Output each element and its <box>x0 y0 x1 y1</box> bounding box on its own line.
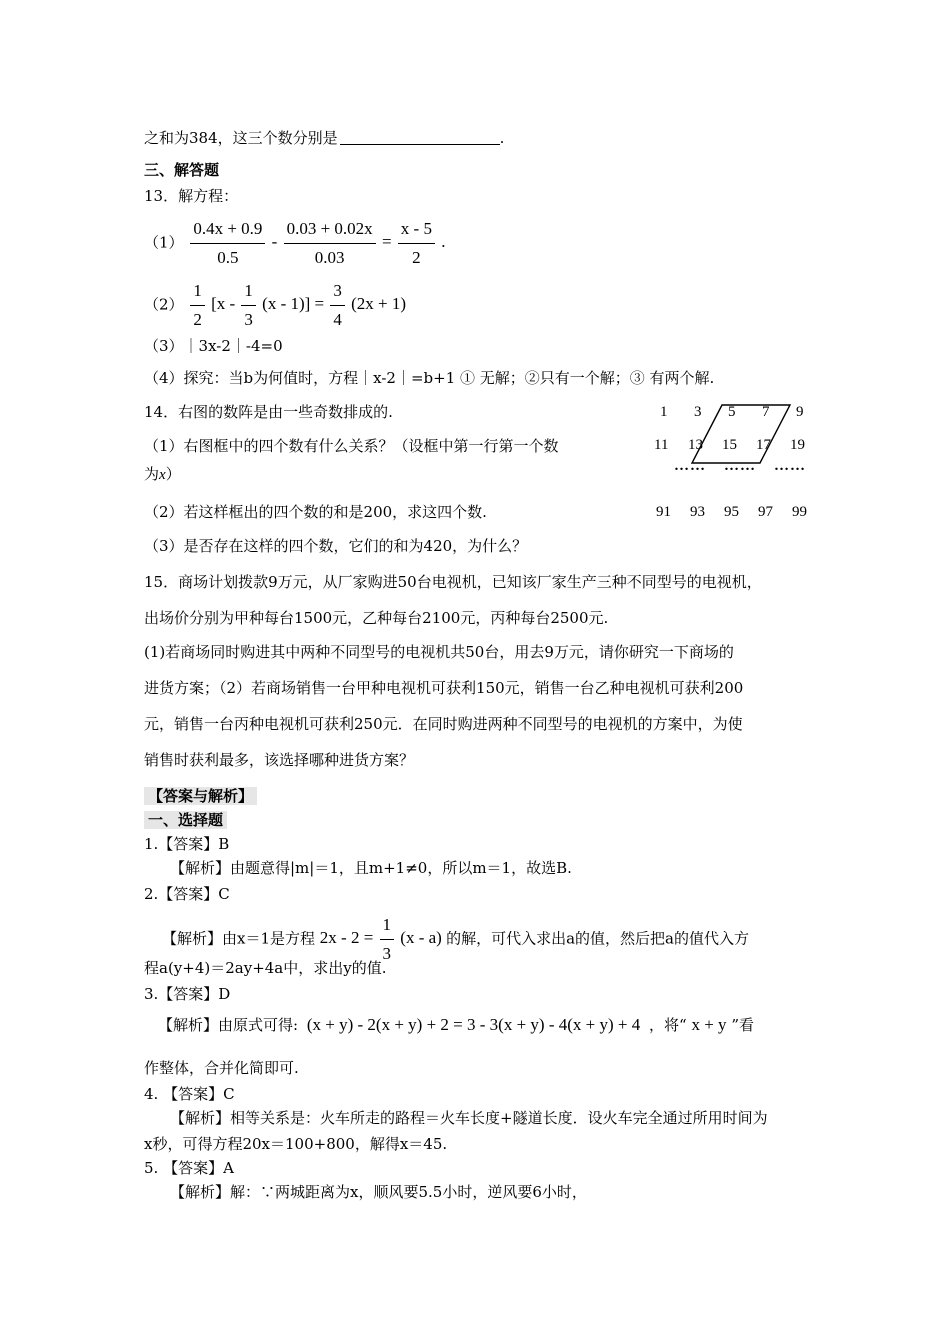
q15-line5: 元，销售一台丙种电视机可获利250元．在同时购进两种不同型号的电视机的方案中，为使 <box>144 715 743 733</box>
section-1-heading <box>144 810 227 830</box>
denominator: 0.03 <box>314 248 345 267</box>
fraction <box>190 218 265 269</box>
ellipsis: …… <box>724 458 756 474</box>
array-cell: 93 <box>690 504 705 520</box>
q15-line1: 15．商场计划拨款9万元，从厂家购进50台电视机，已知该厂家生产三种不同型号的电视机， <box>144 573 762 591</box>
denominator: 3 <box>244 310 253 329</box>
q14-1-text: 为 <box>144 465 160 483</box>
numerator: x - 5 <box>398 218 435 244</box>
fraction <box>330 280 345 331</box>
expression: (x + y) - 2(x + y) + 2 = 3 - 3(x + y) - 4(x + y) + 4 <box>306 1015 641 1034</box>
q14-1-line2 <box>144 464 181 485</box>
answer-3: 3.【答案】D <box>144 985 231 1003</box>
number-array <box>650 400 820 530</box>
array-cell: 97 <box>758 504 773 520</box>
q12-text: 之和为384，这三个数分别是 <box>144 129 338 147</box>
answer-2-explanation-cont: 程a(y+4)＝2ay+4a中，求出y的值. <box>144 959 387 977</box>
expression: (2x + 1) <box>351 294 407 314</box>
fraction <box>241 280 256 331</box>
denominator: 3 <box>382 944 392 963</box>
numerator: 1 <box>380 914 395 940</box>
q14-1-line1: （1）右图框中的四个数有什么关系？（设框中第一行第一个数 <box>144 437 559 455</box>
ellipsis: …… <box>774 458 806 474</box>
denominator: 0.5 <box>217 248 239 267</box>
expression: [x - <box>211 294 236 314</box>
answer-blank <box>340 130 500 145</box>
array-cell: 7 <box>762 404 770 420</box>
q14-3: （3）是否存在这样的四个数，它们的和为420，为什么？ <box>144 537 528 555</box>
array-cell: 1 <box>660 404 668 420</box>
array-cell: 5 <box>728 404 736 420</box>
array-cell: 15 <box>722 437 737 453</box>
q15-line3: (1)若商场同时购进其中两种不同型号的电视机共50台，用去9万元，请你研究一下商场的 <box>144 643 734 661</box>
answer-3-text: 【解析】由原式可得: <box>158 1016 299 1034</box>
answers-heading-text: 【答案与解析】 <box>144 787 257 805</box>
answer-2: 2.【答案】C <box>144 885 230 903</box>
array-cell: 9 <box>796 404 804 420</box>
expression: x + y <box>691 1015 727 1034</box>
section-3-heading: 三、解答题 <box>144 161 220 179</box>
answer-4: 4. 【答案】C <box>144 1085 235 1103</box>
array-cell: 91 <box>656 504 671 520</box>
fraction <box>284 218 376 269</box>
answer-5: 5. 【答案】A <box>144 1159 234 1177</box>
ellipsis: …… <box>674 458 706 474</box>
answer-5-explanation: 【解析】解：∵两城距离为x，顺风要5.5小时，逆风要6小时， <box>170 1183 587 1201</box>
fraction <box>190 280 205 331</box>
q13-1-label: （1） <box>144 233 184 252</box>
q14-title: 14．右图的数阵是由一些奇数排成的. <box>144 403 393 421</box>
denominator: 4 <box>333 310 342 329</box>
array-cell: 13 <box>688 437 703 453</box>
array-cell: 99 <box>792 504 807 520</box>
q14-1-close: ） <box>165 465 181 483</box>
numerator: 0.03 + 0.02x <box>284 218 376 244</box>
numerator: 3 <box>330 280 345 306</box>
q14-2: （2）若这样框出的四个数的和是200，求这四个数. <box>144 503 487 521</box>
q13-2-label: （2） <box>144 295 184 314</box>
q12-tail <box>144 128 504 148</box>
answer-2-text: 【解析】由x＝1是方程 <box>162 929 316 948</box>
numerator: 1 <box>190 280 205 306</box>
q12-end: . <box>499 129 505 147</box>
numerator: 1 <box>241 280 256 306</box>
answer-3-text: ”看 <box>731 1016 755 1034</box>
answer-3-explanation <box>158 1014 754 1036</box>
q15-line2: 出场价分别为甲种每台1500元，乙种每台2100元，丙种每台2500元. <box>144 609 609 627</box>
q15-line4: 进货方案；（2）若商场销售一台甲种电视机可获利150元，销售一台乙种电视机可获利200 <box>144 679 744 697</box>
answer-2-text: 的解，可代入求出a的值，然后把a的值代入方 <box>446 929 749 948</box>
variable-x: x <box>159 467 166 483</box>
q13-title: 13．解方程： <box>144 187 239 205</box>
answer-3-text: ，将“ <box>649 1016 687 1034</box>
answer-4-explanation-cont: x秒，可得方程20x＝100+800，解得x＝45. <box>144 1135 448 1153</box>
expression: 2x - 2 = <box>319 928 374 948</box>
answer-1-explanation: 【解析】由题意得|m|＝1，且m+1≠0，所以m＝1，故选B. <box>170 859 572 877</box>
array-cell: 95 <box>724 504 739 520</box>
q13-3: （3）｜3x-2｜-4=0 <box>144 337 283 355</box>
expression: (x - a) <box>400 928 442 948</box>
array-cell: 11 <box>654 437 669 453</box>
q13-4: （4）探究：当b为何值时，方程｜x-2｜=b+1 ① 无解；②只有一个解；③ 有两个解. <box>144 369 715 387</box>
answer-3-explanation-cont: 作整体，合并化简即可. <box>144 1059 299 1077</box>
denominator: 2 <box>412 248 421 267</box>
q13-1-equation <box>144 218 445 269</box>
q15-line6: 销售时获利最多，该选择哪种进货方案？ <box>144 751 415 769</box>
expression: (x - 1)] = <box>262 294 325 314</box>
denominator: 2 <box>193 310 202 329</box>
fraction <box>398 218 435 269</box>
answer-1: 1.【答案】B <box>144 835 230 853</box>
operator: = <box>381 232 392 252</box>
q13-2-equation <box>144 280 406 331</box>
answer-4-explanation: 【解析】相等关系是：火车所走的路程＝火车长度+隧道长度．设火车完全通过所用时间为 <box>170 1109 768 1127</box>
array-cell: 3 <box>694 404 702 420</box>
section-1-heading-text: 一、选择题 <box>144 811 227 829</box>
period: . <box>441 232 446 252</box>
array-cell: 17 <box>756 437 771 453</box>
numerator: 0.4x + 0.9 <box>190 218 265 244</box>
answers-heading <box>144 786 257 806</box>
operator: - <box>271 232 278 252</box>
array-cell: 19 <box>790 437 805 453</box>
